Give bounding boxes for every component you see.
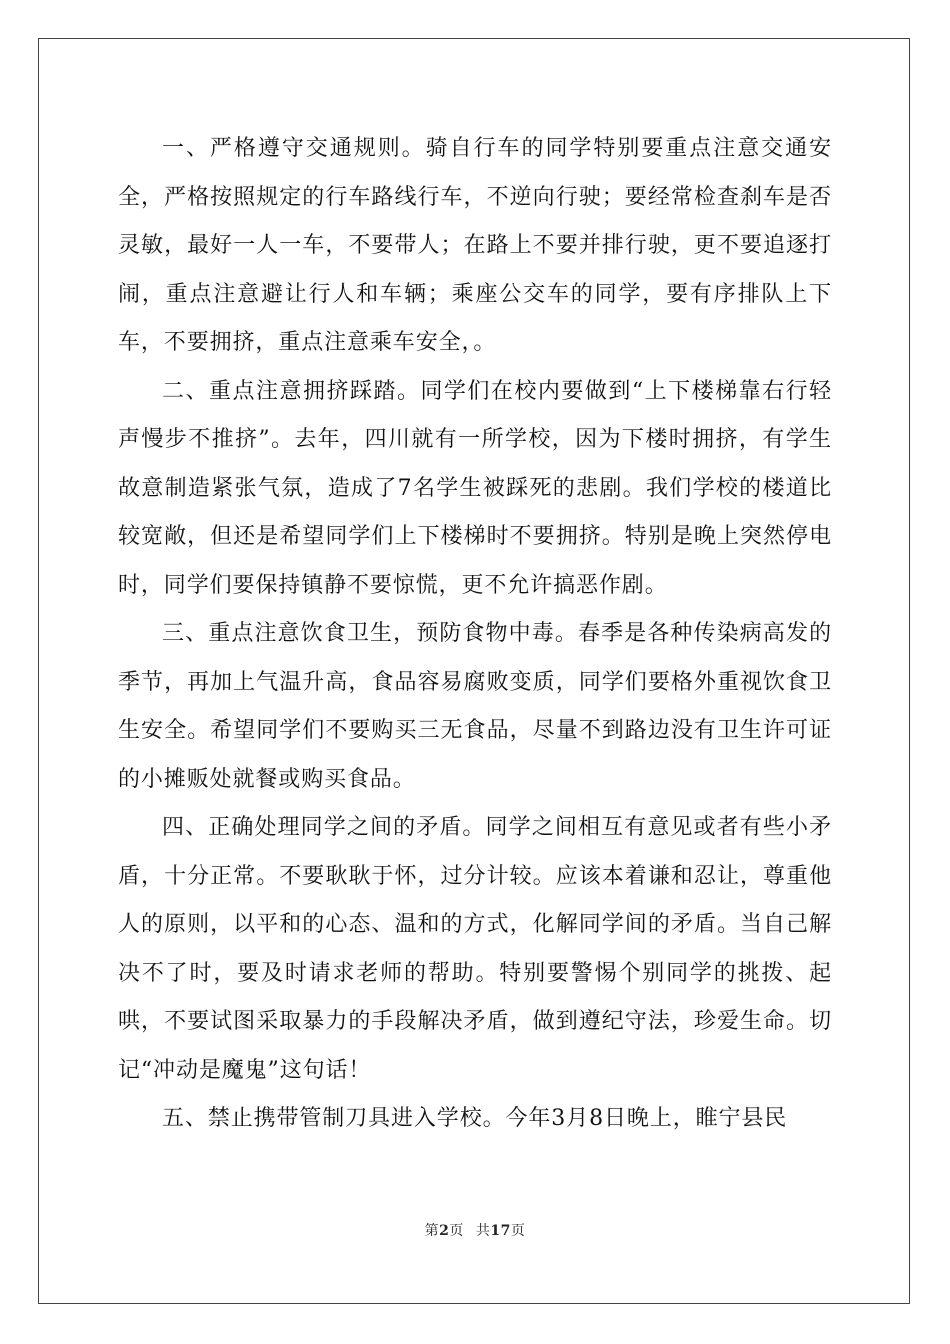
- total-suffix: 页: [510, 1223, 526, 1239]
- paragraph-traffic-rules: 一、严格遵守交通规则。骑自行车的同学特别要重点注意交通安全，严格按照规定的行车路线行车，不逆向行驶；要经常检查刹车是否灵敏，最好一人一车，不要带人；在路上不要并排行驶，更不要追逐打闹，重点注意避让行人和车辆；乘座公交车的同学，要有序排队上下车，不要拥挤，重点注意乘车安全，。: [118, 136, 832, 355]
- paragraph-food-hygiene: 三、重点注意饮食卫生，预防食物中毒。春季是各种传染病高发的季节，再加上气温升高，食品容易腐败变质，同学们要格外重视饮食卫生安全。希望同学们不要购买三无食品，尽量不到路边没有卫生许可证的小摊贩处就餐或购买食品。: [118, 621, 832, 792]
- paragraph-resolve-conflicts: 四、正确处理同学之间的矛盾。同学之间相互有意见或者有些小矛盾，十分正常。不要耿耿于怀，过分计较。应该本着谦和忍让，尊重他人的原则，以平和的心态、温和的方式，化解同学间的矛盾。当自己解决不了时，要及时请求老师的帮助。特别要警惕个别同学的挑拨、起哄，不要试图采取暴力的手段解决矛盾，做到遵纪守法，珍爱生命。切记“冲动是魔鬼”这句话！: [118, 815, 832, 1083]
- paragraph-stampede-safety: 二、重点注意拥挤踩踏。同学们在校内要做到“上下楼梯靠右行轻声慢步不推挤”。去年，四川就有一所学校，因为下楼时拥挤，有学生故意制造紧张气氛，造成了7名学生被踩死的悲剧。我们学校的楼道比较宽敞，但还是希望同学们上下楼梯时不要拥挤。特别是晚上突然停电时，同学们要保持镇静不要惊慌，更不允许搞恶作剧。: [118, 378, 832, 598]
- page-footer: [0, 1220, 950, 1240]
- document-body: [118, 125, 832, 1144]
- current-page-number: 2: [439, 1223, 450, 1239]
- total-page-count: 17: [490, 1223, 511, 1239]
- page-prefix: 第: [424, 1223, 440, 1239]
- page-suffix: 页: [449, 1223, 464, 1239]
- paragraph-no-knives: 五、禁止携带管制刀具进入学校。今年3月8日晚上，睢宁县民: [162, 1106, 788, 1131]
- total-prefix: 共: [475, 1223, 491, 1239]
